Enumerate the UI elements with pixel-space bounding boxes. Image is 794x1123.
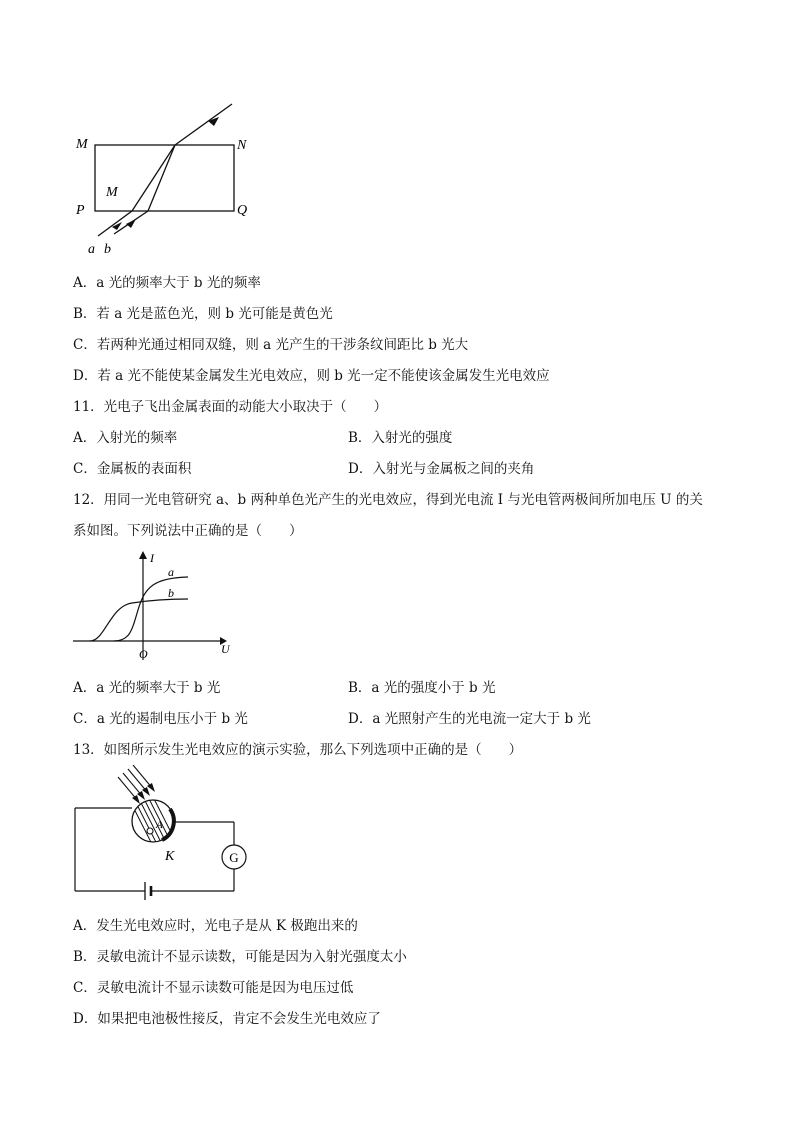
q12-option-b: B．a 光的强度小于 b 光 [348,680,496,696]
refracted-ray-b [148,145,175,211]
label-a-anode: A [156,819,163,831]
q13-stem: 13．如图所示发生光电效应的演示实验，那么下列选项中正确的是（ ） [73,742,523,758]
label-q: Q [237,203,248,218]
label-m-top: M [76,137,88,152]
q10-option-a: A．a 光的频率大于 b 光的频率 [73,275,261,291]
q11-option-c: C．金属板的表面积 [73,461,192,477]
q11-option-a: A．入射光的频率 [73,430,178,446]
cathode-k [162,809,174,840]
refracted-ray-a [132,145,175,211]
galvanometer-label: G [229,850,239,865]
q13-option-a: A．发生光电效应时，光电子是从 K 极跑出来的 [73,918,358,934]
q13-option-d: D．如果把电池极性接反，肯定不会发生光电效应了 [73,1011,381,1027]
exit-ray-a [98,211,132,236]
label-m-inner: M [106,185,118,200]
label-p: P [76,203,85,218]
label-b-curve: b [168,586,174,600]
label-a-curve: a [168,565,174,579]
q12-option-c: C．a 光的遏制电压小于 b 光 [73,711,248,727]
label-i: I [150,551,154,565]
ray-arrow-1 [132,795,140,804]
q11-option-b: B．入射光的强度 [348,430,453,446]
q10-option-b: B．若 a 光是蓝色光，则 b 光可能是黄色光 [73,306,333,322]
q11-stem: 11．光电子飞出金属表面的动能大小取决于（ ） [73,399,388,415]
exit-arrow-a [112,222,122,230]
q12-option-d: D．a 光照射产生的光电流一定大于 b 光 [348,711,591,727]
incident-arrow [208,117,219,126]
label-b: b [104,242,111,257]
i-axis-arrow [139,551,147,559]
exit-arrow-b [126,219,136,228]
glass-block [95,145,234,211]
label-a: a [88,242,95,257]
q10-option-c: C．若两种光通过相同双缝，则 a 光产生的干涉条纹间距比 b 光大 [73,337,469,353]
label-k: K [165,849,175,864]
anode-a [147,828,153,834]
label-n: N [237,138,247,153]
refraction-diagram [70,95,270,265]
iu-graph [70,548,240,663]
q13-option-b: B．灵敏电流计不显示读数，可能是因为入射光强度太小 [73,949,407,965]
q11-option-d: D．入射光与金属板之间的夹角 [348,461,535,477]
label-o: O [139,647,148,661]
circuit-diagram [70,765,260,905]
incident-ray [175,104,232,145]
q12-option-a: A．a 光的频率大于 b 光 [73,680,221,696]
curve-a [114,577,188,641]
q12-stem-line1: 12．用同一光电管研究 a、b 两种单色光产生的光电效应，得到光电流 I 与光电管两极间所加电压 U 的关 [73,492,703,508]
q12-stem-line2: 系如图。下列说法中正确的是（ ） [73,523,303,539]
q13-option-c: C．灵敏电流计不显示读数可能是因为电压过低 [73,980,354,996]
label-u: U [221,642,230,656]
q10-option-d: D．若 a 光不能使某金属发生光电效应，则 b 光一定不能使该金属发生光电效应 [73,368,550,384]
